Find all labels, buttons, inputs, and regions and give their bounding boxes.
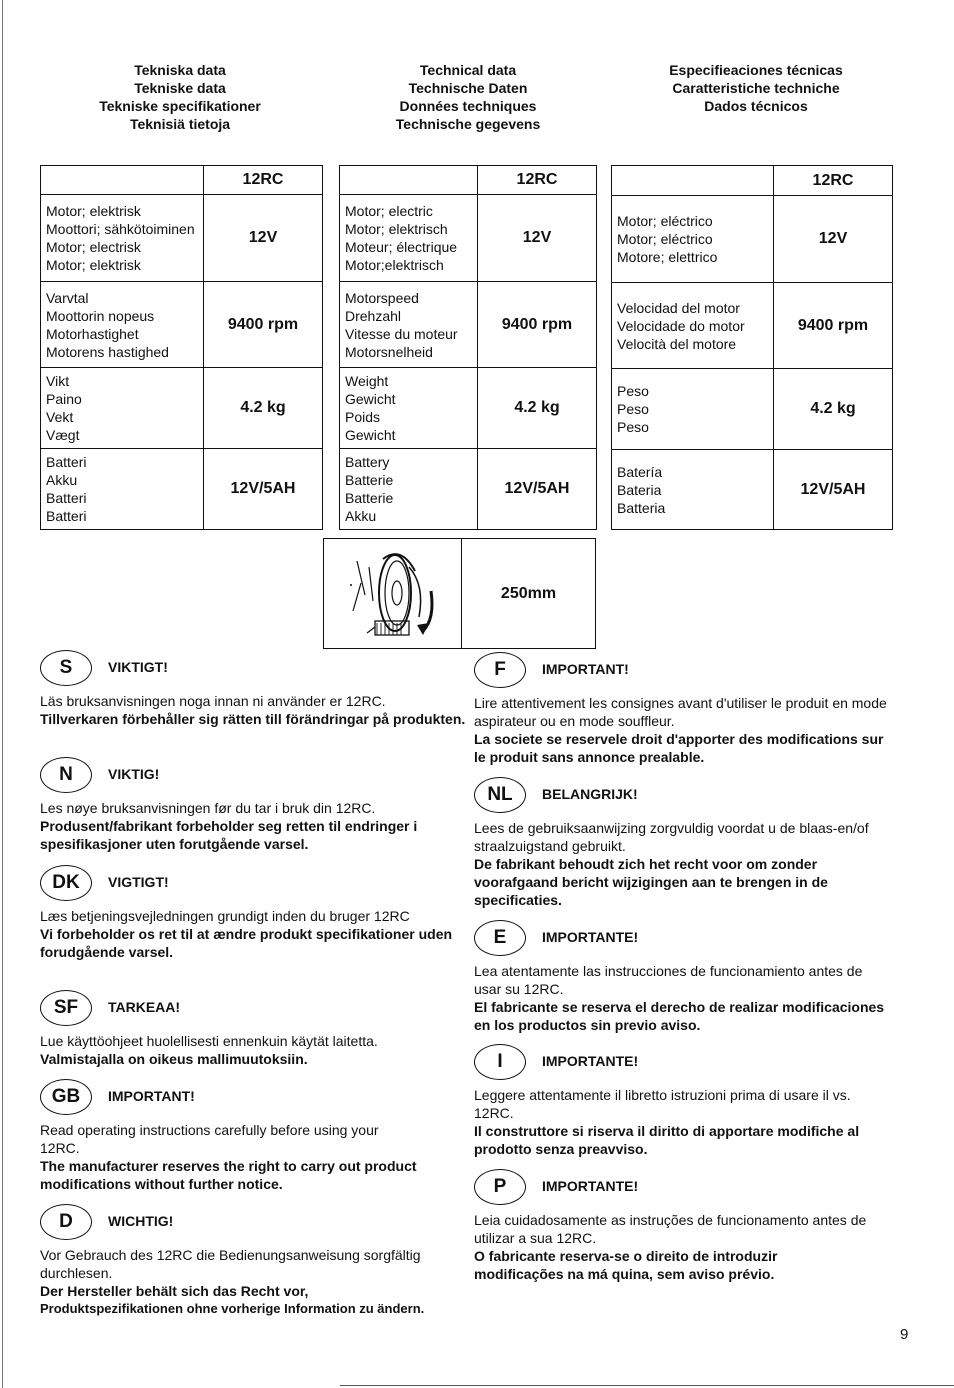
spec-value: 12V/5AH bbox=[774, 450, 893, 530]
spec-table-nordic bbox=[40, 165, 323, 530]
spec-label: Motor; eléctrico Motor; eléctrico Motore; elettrico bbox=[612, 196, 774, 283]
language-badge: DK bbox=[40, 865, 92, 901]
notice-text: Lue käyttöohjeet huolellisesti ennenkuin käytät laitetta. bbox=[40, 1033, 378, 1049]
notice-title: WICHTIG! bbox=[108, 1213, 174, 1229]
language-badge: P bbox=[474, 1169, 526, 1205]
spec-value: 9400 rpm bbox=[478, 282, 597, 368]
notice-title: VIKTIGT! bbox=[108, 659, 168, 675]
heading-line: Tekniska data bbox=[134, 62, 226, 78]
notice-bold-text: La societe se reservele droit d'apporter des modifications sur le produit sans annonce prealable. bbox=[474, 731, 884, 765]
notice-pt bbox=[474, 1169, 894, 1283]
language-badge: E bbox=[474, 920, 526, 956]
language-badge: D bbox=[40, 1204, 92, 1240]
spec-value: 12V bbox=[478, 195, 597, 282]
model-header: 12RC bbox=[204, 166, 323, 195]
notice-text: Lire attentivement les consignes avant d'utiliser le produit en mode aspirateur ou en mode souffleur. bbox=[474, 695, 887, 729]
notice-title: VIGTIGT! bbox=[108, 874, 169, 890]
spec-value: 12V bbox=[204, 195, 323, 282]
spec-value: 9400 rpm bbox=[774, 283, 893, 369]
language-badge: S bbox=[40, 650, 92, 686]
language-badge: F bbox=[474, 652, 526, 688]
notice-nl bbox=[474, 777, 894, 909]
notice-title: IMPORTANTE! bbox=[542, 929, 639, 945]
notice-bold-text: O fabricante reserva-se o direito de introduzir modificações na má quina, sem aviso prévio. bbox=[474, 1248, 778, 1282]
spec-label: Batteri Akku Batteri Batteri bbox=[41, 449, 204, 530]
scan-edge-bottom bbox=[340, 1385, 954, 1386]
spec-value: 9400 rpm bbox=[204, 282, 323, 368]
language-badge: SF bbox=[40, 990, 92, 1026]
heading-group-west bbox=[348, 61, 588, 133]
table-corner bbox=[340, 166, 478, 195]
diameter-value: 250mm bbox=[462, 539, 596, 649]
notice-title: VIKTIG! bbox=[108, 766, 160, 782]
spec-label: Motor; electric Motor; elektrisch Moteur; électrique Motor;elektrisch bbox=[340, 195, 478, 282]
spec-label: Vikt Paino Vekt Vægt bbox=[41, 368, 204, 449]
notice-it bbox=[474, 1044, 894, 1158]
spec-value: 4.2 kg bbox=[774, 369, 893, 450]
notice-sv bbox=[40, 650, 470, 728]
notice-bold-text: De fabrikant behoudt zich het recht voor om zonder voorafgaand bericht wijzigingen aan te brengen in de specificaties. bbox=[474, 856, 828, 908]
diameter-table bbox=[323, 538, 596, 649]
notice-no bbox=[40, 757, 470, 853]
spec-value: 4.2 kg bbox=[478, 368, 597, 449]
notice-bold-text: Tillverkaren förbehåller sig rätten till förändringar på produkten. bbox=[40, 711, 466, 727]
language-badge: NL bbox=[474, 777, 526, 813]
language-badge: I bbox=[474, 1044, 526, 1080]
spec-label: Varvtal Moottorin nopeus Motorhastighet Motorens hastighed bbox=[41, 282, 204, 368]
spec-table-west bbox=[339, 165, 597, 530]
notice-text: Lea atentamente las instrucciones de funcionamiento antes de usar su 12RC. bbox=[474, 963, 863, 997]
spec-label: Battery Batterie Batterie Akku bbox=[340, 449, 478, 530]
heading-line: Données techniques bbox=[399, 98, 537, 114]
spec-value: 12V bbox=[774, 196, 893, 283]
notice-fi bbox=[40, 990, 470, 1068]
cutting-disc-icon bbox=[324, 539, 462, 649]
spec-label: Velocidad del motor Velocidade do motor Velocità del motore bbox=[612, 283, 774, 369]
notice-text: Read operating instructions carefully before using your 12RC. bbox=[40, 1122, 379, 1156]
table-corner bbox=[612, 166, 774, 196]
notice-text: Lees de gebruiksaanwijzing zorgvuldig voordat u de blaas-en/of straalzuigstand gebruikt. bbox=[474, 820, 869, 854]
notice-bold-text: Produsent/fabrikant forbeholder seg retten til endringer i spesifikasjoner uten forutgående varsel. bbox=[40, 818, 418, 852]
notice-bold-text: Produktspezifikationen ohne vorherige Information zu ändern. bbox=[40, 1301, 425, 1316]
notice-text: Leggere attentamente il libretto istruzioni prima di usare il vs. 12RC. bbox=[474, 1087, 851, 1121]
table-corner bbox=[41, 166, 204, 195]
notice-bold-text: El fabricante se reserva el derecho de realizar modificaciones en los productos sin previo aviso. bbox=[474, 999, 885, 1033]
spec-value: 12V/5AH bbox=[478, 449, 597, 530]
heading-line: Technische gegevens bbox=[395, 116, 541, 132]
heading-line: Teknisiä tietoja bbox=[129, 116, 231, 132]
notice-title: IMPORTANTE! bbox=[542, 1178, 639, 1194]
notice-bold-text: Il construttore si riserva il diritto di apportare modifiche al prodotto senza preavviso. bbox=[474, 1123, 860, 1157]
spec-label: Motor; elektrisk Moottori; sähkötoiminen Motor; electrisk Motor; elektrisk bbox=[41, 195, 204, 282]
notice-bold-text: Valmistajalla on oikeus mallimuutoksiin. bbox=[40, 1051, 308, 1067]
spec-label: Weight Gewicht Poids Gewicht bbox=[340, 368, 478, 449]
notice-title: IMPORTANT! bbox=[108, 1088, 195, 1104]
scan-edge-left bbox=[2, 0, 3, 1388]
heading-group-south bbox=[636, 61, 876, 115]
notice-gb bbox=[40, 1079, 470, 1193]
heading-line: Caratteristiche techniche bbox=[672, 80, 840, 96]
model-header: 12RC bbox=[478, 166, 597, 195]
notice-dk bbox=[40, 865, 470, 961]
notice-text: Læs betjeningsvejledningen grundigt inden du bruger 12RC bbox=[40, 908, 410, 924]
spec-label: Peso Peso Peso bbox=[612, 369, 774, 450]
model-header: 12RC bbox=[774, 166, 893, 196]
notice-text: Läs bruksanvisningen noga innan ni använder er 12RC. bbox=[40, 693, 386, 709]
notice-title: IMPORTANTE! bbox=[542, 1053, 639, 1069]
heading-group-nordic bbox=[60, 61, 300, 133]
notice-bold-text: Der Hersteller behält sich das Recht vor, bbox=[40, 1283, 309, 1299]
spec-label: Batería Bateria Batteria bbox=[612, 450, 774, 530]
page-number: 9 bbox=[900, 1326, 909, 1343]
heading-line: Tekniske specifikationer bbox=[99, 98, 261, 114]
spec-value: 12V/5AH bbox=[204, 449, 323, 530]
heading-line: Especifieaciones técnicas bbox=[669, 62, 843, 78]
spec-table-south bbox=[611, 165, 893, 530]
notice-de bbox=[40, 1204, 480, 1318]
heading-line: Dados técnicos bbox=[704, 98, 808, 114]
spec-value: 4.2 kg bbox=[204, 368, 323, 449]
notice-es bbox=[474, 920, 894, 1034]
notice-text: Les nøye bruksanvisningen før du tar i bruk din 12RC. bbox=[40, 800, 376, 816]
notice-text: Leia cuidadosamente as instruções de funcionamento antes de utilizar a sua 12RC. bbox=[474, 1212, 867, 1246]
notice-bold-text: The manufacturer reserves the right to carry out product modifications without further notice. bbox=[40, 1158, 417, 1192]
spec-label: Motorspeed Drehzahl Vitesse du moteur Motorsnelheid bbox=[340, 282, 478, 368]
notice-title: IMPORTANT! bbox=[542, 661, 629, 677]
heading-line: Technische Daten bbox=[408, 80, 528, 96]
heading-line: Technical data bbox=[419, 62, 517, 78]
heading-line: Tekniske data bbox=[134, 80, 226, 96]
notice-bold-text: Vi forbeholder os ret til at ændre produkt specifikationer uden forudgående varsel. bbox=[40, 926, 453, 960]
notice-fr bbox=[474, 652, 894, 766]
notice-title: BELANGRIJK! bbox=[542, 786, 638, 802]
notice-title: TARKEAA! bbox=[108, 999, 181, 1015]
language-badge: N bbox=[40, 757, 92, 793]
language-badge: GB bbox=[40, 1079, 92, 1115]
notice-text: Vor Gebrauch des 12RC die Bedienungsanweisung sorgfältig durchlesen. bbox=[40, 1247, 421, 1281]
